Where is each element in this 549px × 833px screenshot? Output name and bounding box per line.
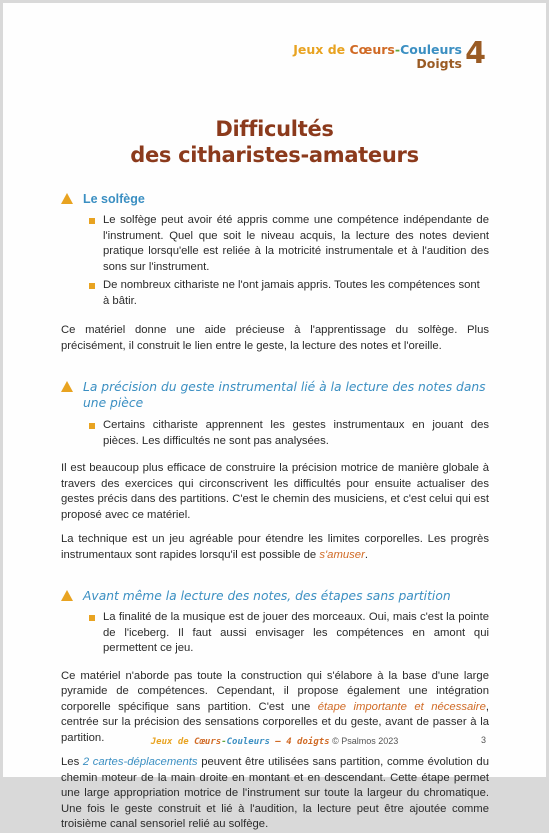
list-item [61, 278, 489, 309]
brand-dash: - [394, 42, 401, 57]
list-item-text: De nombreux cithariste ne l'ont jamais appris. Toutes les compétences sont à bâtir. [103, 279, 480, 307]
warning-triangle-icon [61, 590, 73, 601]
paragraph [61, 532, 489, 563]
paragraph-text: , centrée sur la précision des sensations corporelles et du geste, avant de passer à la partition. [61, 700, 489, 744]
page-number: 3 [480, 735, 486, 745]
bullet-list [61, 610, 489, 657]
paragraph [61, 669, 489, 747]
emphasis-text: étape importante et nécessaire [317, 700, 486, 713]
footer-dash: - [221, 737, 227, 747]
section-heading-solfege [61, 191, 489, 207]
brand-coeurs: Cœurs [349, 42, 395, 57]
section-heading-text: Avant même la lecture des notes, des étapes sans partition [83, 589, 451, 603]
list-item-text: Le solfège peut avoir été appris comme une compétence indépendante de l'instrument. Quel que soit le niveau acquis, la lecture des notes devient pratique lorsqu'elle est reliée à la motricité instrumentale et à l'audition des sons sur l'instrument. [103, 214, 489, 273]
brand-header [293, 43, 462, 71]
paragraph-text: La technique est un jeu agréable pour étendre les limites corporelles. Les progrès instrumentaux sont rapides lorsqu'il est possible de [61, 533, 489, 561]
list-item-text: La finalité de la musique est de jouer des morceaux. Oui, mais c'est la pointe de l'iceberg. Il faut aussi envisager les compétences en amont qui permettent ce jeu. [103, 611, 489, 654]
footer-rest: – 4 doigts [269, 737, 330, 747]
section-heading-text: La précision du geste instrumental lié à la lecture des notes dans une pièce [83, 380, 486, 410]
paragraph-text: Ce matériel n'aborde pas toute la construction qui s'élabore à la base d'une large pyramide de compétences. Cependant, il propose également une intégration corporelle spécifique sans partition. C'est une [61, 669, 489, 713]
page-footer [3, 736, 546, 747]
document-page [3, 3, 546, 830]
brand-jeux-de: Jeux de [293, 42, 350, 57]
bullet-square-icon [89, 423, 95, 429]
title-line-2: des citharistes-amateurs [130, 143, 419, 167]
warning-triangle-icon [61, 381, 73, 392]
paragraph-text: Les [61, 756, 83, 768]
list-item [61, 418, 489, 449]
brand-couleurs: Couleurs [400, 42, 462, 57]
list-item-text: Certains cithariste apprennent les gestes instrumentaux en jouant des pièces. Les difficultés ne sont pas analysées. [103, 419, 489, 447]
title-line-1: Difficultés [215, 117, 334, 141]
footer-couleurs: Couleurs [226, 737, 270, 747]
bullet-square-icon [89, 283, 95, 289]
paragraph: Ce matériel donne une aide précieuse à l'apprentissage du solfège. Plus précisément, il construit le lien entre le geste, la lecture des notes et l'oreille. [61, 324, 489, 352]
paragraph-text: peuvent être utilisées sans partition, comme évolution du chemin moteur de la main droite en montant et en descendant. Cette étape permet une large appropriation motrice de l'instrument sur toute la largeur du chromatique. Une fois le geste construit et lié à l'audition, la lecture peut être ajoutée comme troisième canal sensoriel relié au solfège. [61, 756, 489, 830]
list-item [61, 610, 489, 657]
brand-number: 4 [465, 36, 486, 71]
paragraph-text: . [364, 548, 368, 561]
page-title [3, 116, 546, 168]
footer-jeux-de: Jeux de [150, 737, 195, 747]
paragraph: Il est beaucoup plus efficace de construire la précision motrice de manière globale à travers des exercices qui circonscrivent les difficultés pour ensuite actualiser des gestes précis dans des partitions. C'est le chemin des musiciens, et c'est celui qui est proposé avec ce matériel. [61, 462, 489, 521]
section-heading-precision [61, 379, 489, 411]
list-item [61, 213, 489, 275]
footer-copyright: © Psalmos 2023 [329, 736, 399, 746]
footer-coeurs: Cœurs [194, 737, 222, 747]
brand-doigts: Doigts [416, 56, 462, 71]
bullet-list [61, 418, 489, 449]
section-heading-text: Le solfège [83, 192, 145, 206]
warning-triangle-icon [61, 193, 73, 204]
bullet-list [61, 213, 489, 309]
emphasis-text: 2 cartes-déplacements [82, 756, 198, 768]
section-heading-avant [61, 588, 489, 604]
emphasis-text: s'amuser [319, 548, 365, 561]
paragraph [61, 755, 489, 833]
bullet-square-icon [89, 615, 95, 621]
bullet-square-icon [89, 218, 95, 224]
